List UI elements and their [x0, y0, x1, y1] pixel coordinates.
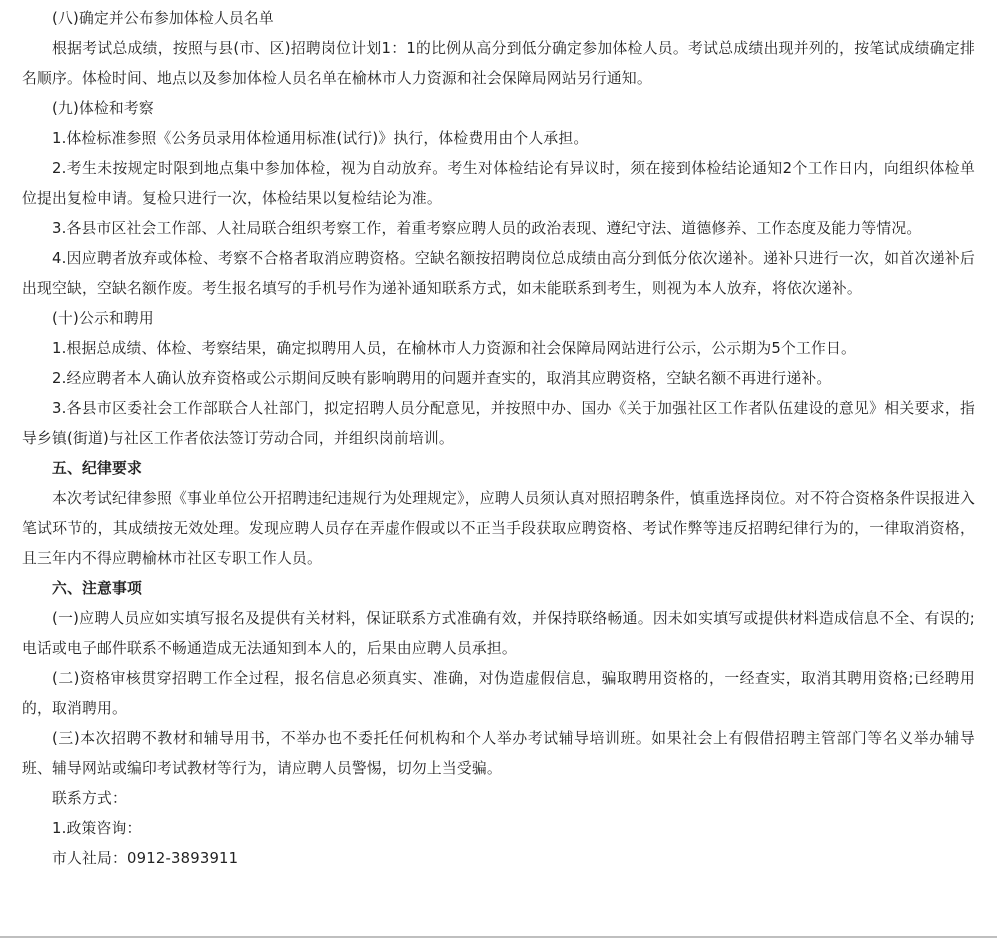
paragraph-publicity: 1.根据总成绩、体检、考察结果，确定拟聘用人员，在榆林市人力资源和社会保障局网站进行公示，公示期为5个工作日。 — [52, 340, 856, 357]
paragraph-inspection: 3.各县市区社会工作部、人社局联合组织考察工作，着重考察应聘人员的政治表现、遵纪守法、道德修养、工作态度及能力等情况。 — [52, 220, 922, 237]
section-heading-8: (八)确定并公布参加体检人员名单 — [52, 10, 274, 27]
paragraph-discipline: 本次考试纪律参照《事业单位公开招聘违纪违规行为处理规定》，应聘人员须认真对照招聘条件，慎重选择岗位。对不符合资格条件误报进入笔试环节的，其成绩按无效处理。发现应聘人员存在弄虚作假或以不正当手段获取应聘资格、考试作弊等违反招聘纪律行为的，一律取消资格，且三年内不得应聘榆林市社区专职工作人员。 — [22, 490, 975, 567]
section-heading-10: (十)公示和聘用 — [52, 310, 154, 327]
contact-label: 联系方式： — [52, 790, 127, 807]
paragraph-cancel-qualification: 2.经应聘者本人确认放弃资格或公示期间反映有影响聘用的问题并查实的，取消其应聘资格，空缺名额不再进行递补。 — [52, 370, 832, 387]
document-body — [0, 4, 997, 874]
paragraph-exam-deadline: 2.考生未按规定时限到地点集中参加体检，视为自动放弃。考生对体检结论有异议时，须在接到体检结论通知2个工作日内，向组织体检单位提出复检申请。复检只进行一次，体检结果以复检结论为准。 — [22, 160, 975, 207]
paragraph-exam-standard: 1.体检标准参照《公务员录用体检通用标准(试行)》执行，体检费用由个人承担。 — [52, 130, 589, 147]
contact-phone: 市人社局：0912-3893911 — [52, 850, 239, 867]
paragraph-physical-exam-list: 根据考试总成绩，按照与县(市、区)招聘岗位计划1：1的比例从高分到低分确定参加体检人员。考试总成绩出现并列的，按笔试成绩确定排名顺序。体检时间、地点以及参加体检人员名单在榆林市人力资源和社会保障局网站另行通知。 — [22, 40, 975, 87]
paragraph-contract: 3.各县市区委社会工作部联合人社部门，拟定招聘人员分配意见，并按照中办、国办《关于加强社区工作者队伍建设的意见》相关要求，指导乡镇(街道)与社区工作者依法签订劳动合同，并组织岗前培训。 — [22, 400, 975, 447]
paragraph-note-3: (三)本次招聘不教材和辅导用书，不举办也不委托任何机构和个人举办考试辅导培训班。如果社会上有假借招聘主管部门等名义举办辅导班、辅导网站或编印考试教材等行为，请应聘人员警惕，切勿上当受骗。 — [22, 730, 975, 777]
section-heading-notes: 六、注意事项 — [52, 580, 142, 597]
paragraph-note-1: (一)应聘人员应如实填写报名及提供有关材料，保证联系方式准确有效，并保持联络畅通。因未如实填写或提供材料造成信息不全、有误的;电话或电子邮件联系不畅通造成无法通知到本人的，后果由应聘人员承担。 — [22, 610, 975, 657]
section-heading-9: (九)体检和考察 — [52, 100, 154, 117]
policy-consult-label: 1.政策咨询： — [52, 820, 142, 837]
section-heading-discipline: 五、纪律要求 — [52, 460, 142, 477]
paragraph-note-2: (二)资格审核贯穿招聘工作全过程，报名信息必须真实、准确，对伪造虚假信息，骗取聘用资格的，一经查实，取消其聘用资格;已经聘用的，取消聘用。 — [22, 670, 975, 717]
paragraph-vacancy-fill: 4.因应聘者放弃或体检、考察不合格者取消应聘资格。空缺名额按招聘岗位总成绩由高分到低分依次递补。递补只进行一次，如首次递补后出现空缺，空缺名额作废。考生报名填写的手机号作为递补通知联系方式，如未能联系到考生，则视为本人放弃，将依次递补。 — [22, 250, 975, 297]
